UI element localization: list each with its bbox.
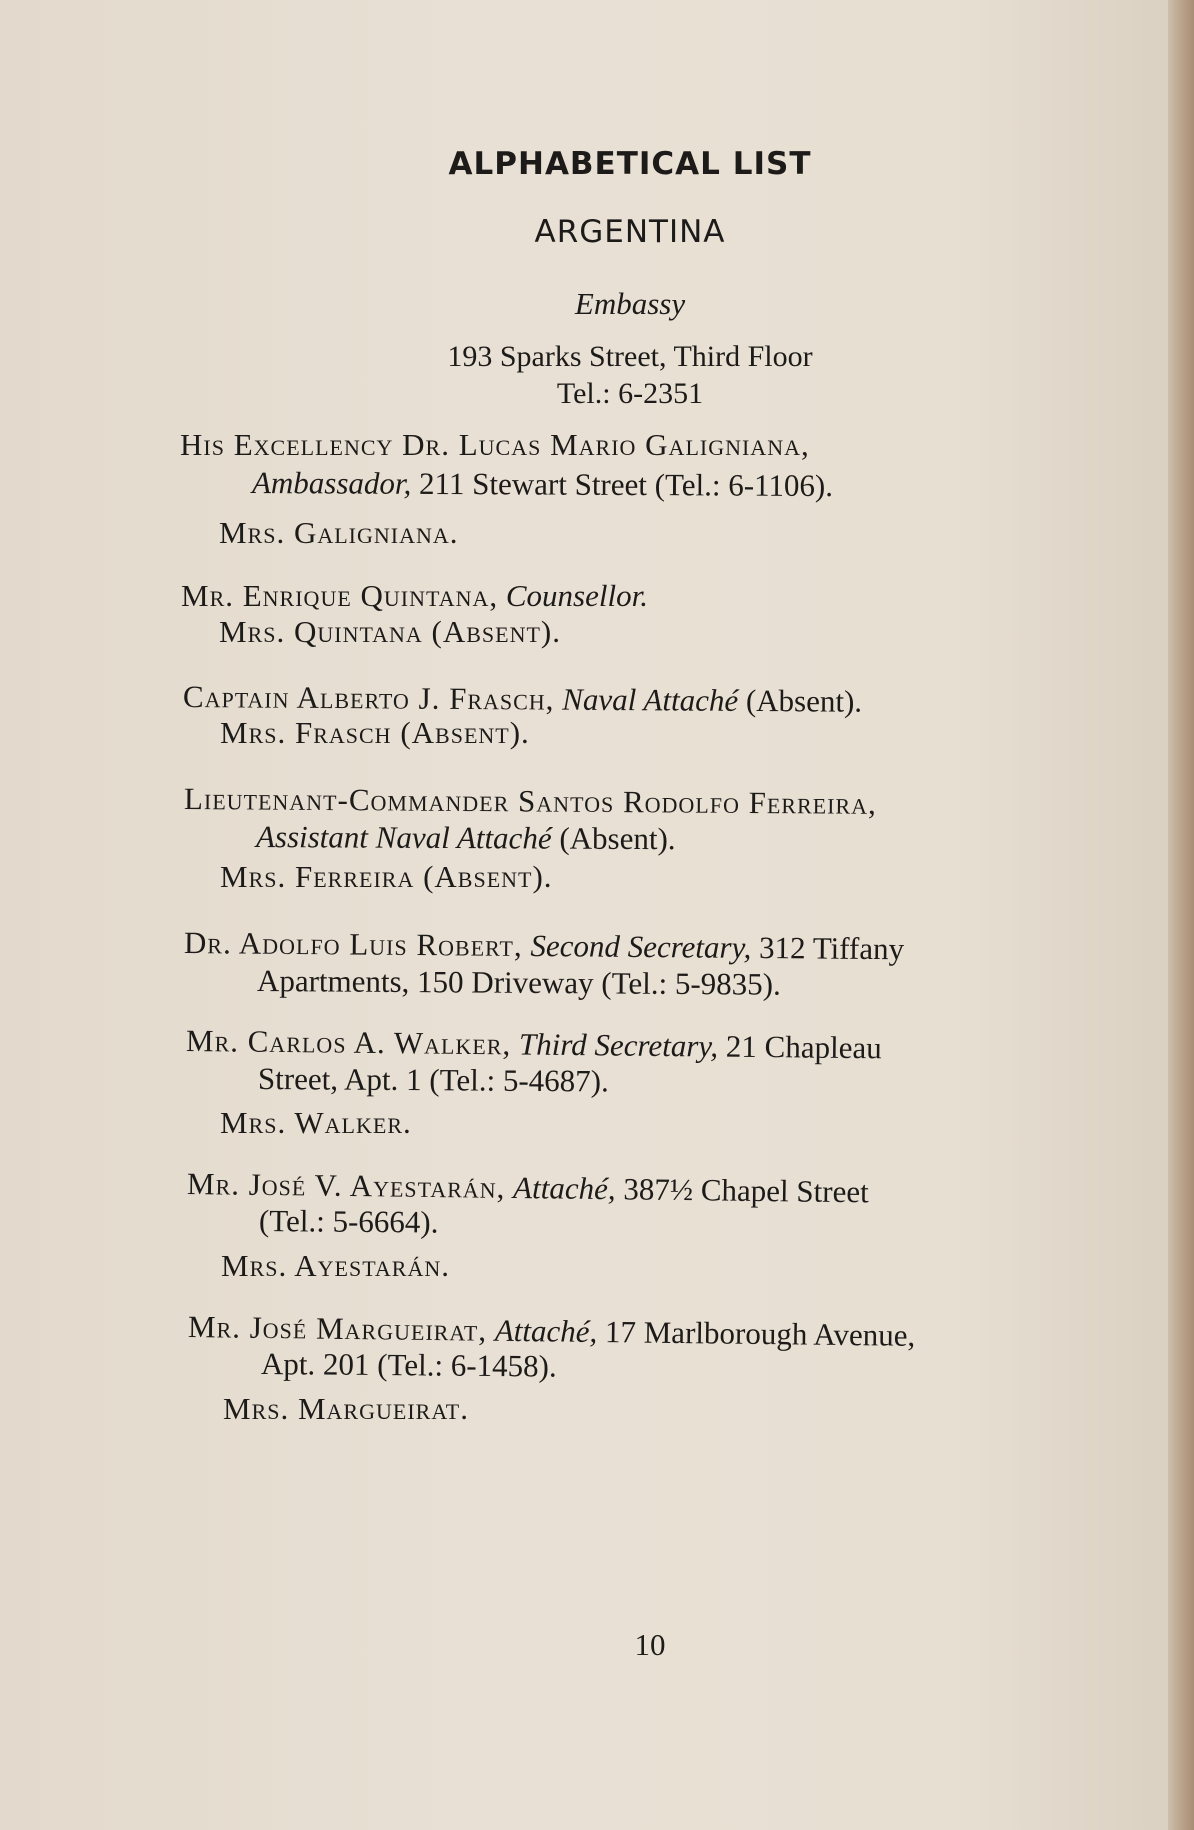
list-title: ALPHABETICAL LIST [448,146,812,182]
spouse-name: Mrs. Frasch (Absent). [220,715,530,750]
entry-line [256,818,676,858]
position-title: Second Secretary, [530,928,752,965]
page-number: 10 [634,1627,666,1662]
position-title: Ambassador, [251,465,412,501]
entry-line [261,1345,557,1386]
entry-line [180,426,810,464]
person-name: His Excellency Dr. Lucas Mario Galigniana, [180,427,810,462]
entry-text [498,578,506,613]
country-heading: ARGENTINA [534,214,726,250]
entry-line [184,780,877,823]
entry-text: Street, Apt. 1 (Tel.: 5-4687). [257,1061,609,1099]
entry-line [181,577,648,615]
entry-text: 312 Tiffany [751,929,905,967]
spouse-name: Mrs. Walker. [220,1105,412,1140]
person-name: Lieutenant-Commander Santos Rodolfo Ferreira, [183,781,877,821]
position-title: Naval Attaché [562,681,739,718]
position-title: Attaché, [512,1169,616,1207]
person-name: Mr. Carlos A. Walker, [185,1023,512,1062]
entry-text: 21 Chapleau [717,1028,882,1066]
mission-telephone: Tel.: 6-2351 [556,377,704,410]
person-name: Mr. Enrique Quintana, [181,578,499,613]
spouse-name: Mrs. Galigniana. [219,515,459,550]
entry-text: (Absent). [551,820,676,857]
entry-text: Apt. 201 (Tel.: 6-1458). [260,1346,557,1384]
position-title: Assistant Naval Attaché [255,819,552,856]
entry-line [257,962,781,1004]
spouse-name: Mrs. Ayestarán. [221,1248,450,1283]
entry-text: 17 Marlborough Avenue, [597,1314,916,1353]
entry-text: 387½ Chapel Street [615,1171,869,1210]
entry-line [252,464,833,505]
entry-line [258,1060,609,1100]
spouse-name: Mrs. Ferreira (Absent). [220,859,553,894]
person-name: Captain Alberto J. Frasch, [182,679,555,717]
spouse-name: Mrs. Quintana (Absent). [219,614,562,649]
position-title: Third Secretary, [518,1026,719,1064]
entry-text: Apartments, 150 Driveway (Tel.: 5-9835). [256,963,781,1002]
spouse-name: Mrs. Margueirat. [223,1391,469,1426]
position-title: Attaché, [494,1312,598,1349]
position-title: Counsellor. [505,578,648,613]
person-name: Mr. José V. Ayestarán, [186,1166,506,1205]
entry-line [259,1202,439,1242]
entry-text: 211 Stewart Street (Tel.: 6-1106). [411,465,834,504]
person-name: Dr. Adolfo Luis Robert, [183,925,523,963]
entry-text: (Absent). [738,682,863,719]
person-name: Mr. José Margueirat, [187,1309,488,1348]
entry-text: (Tel.: 5-6664). [258,1203,439,1240]
mission-type: Embassy [574,286,686,321]
mission-address: 193 Sparks Street, Third Floor [447,340,813,373]
